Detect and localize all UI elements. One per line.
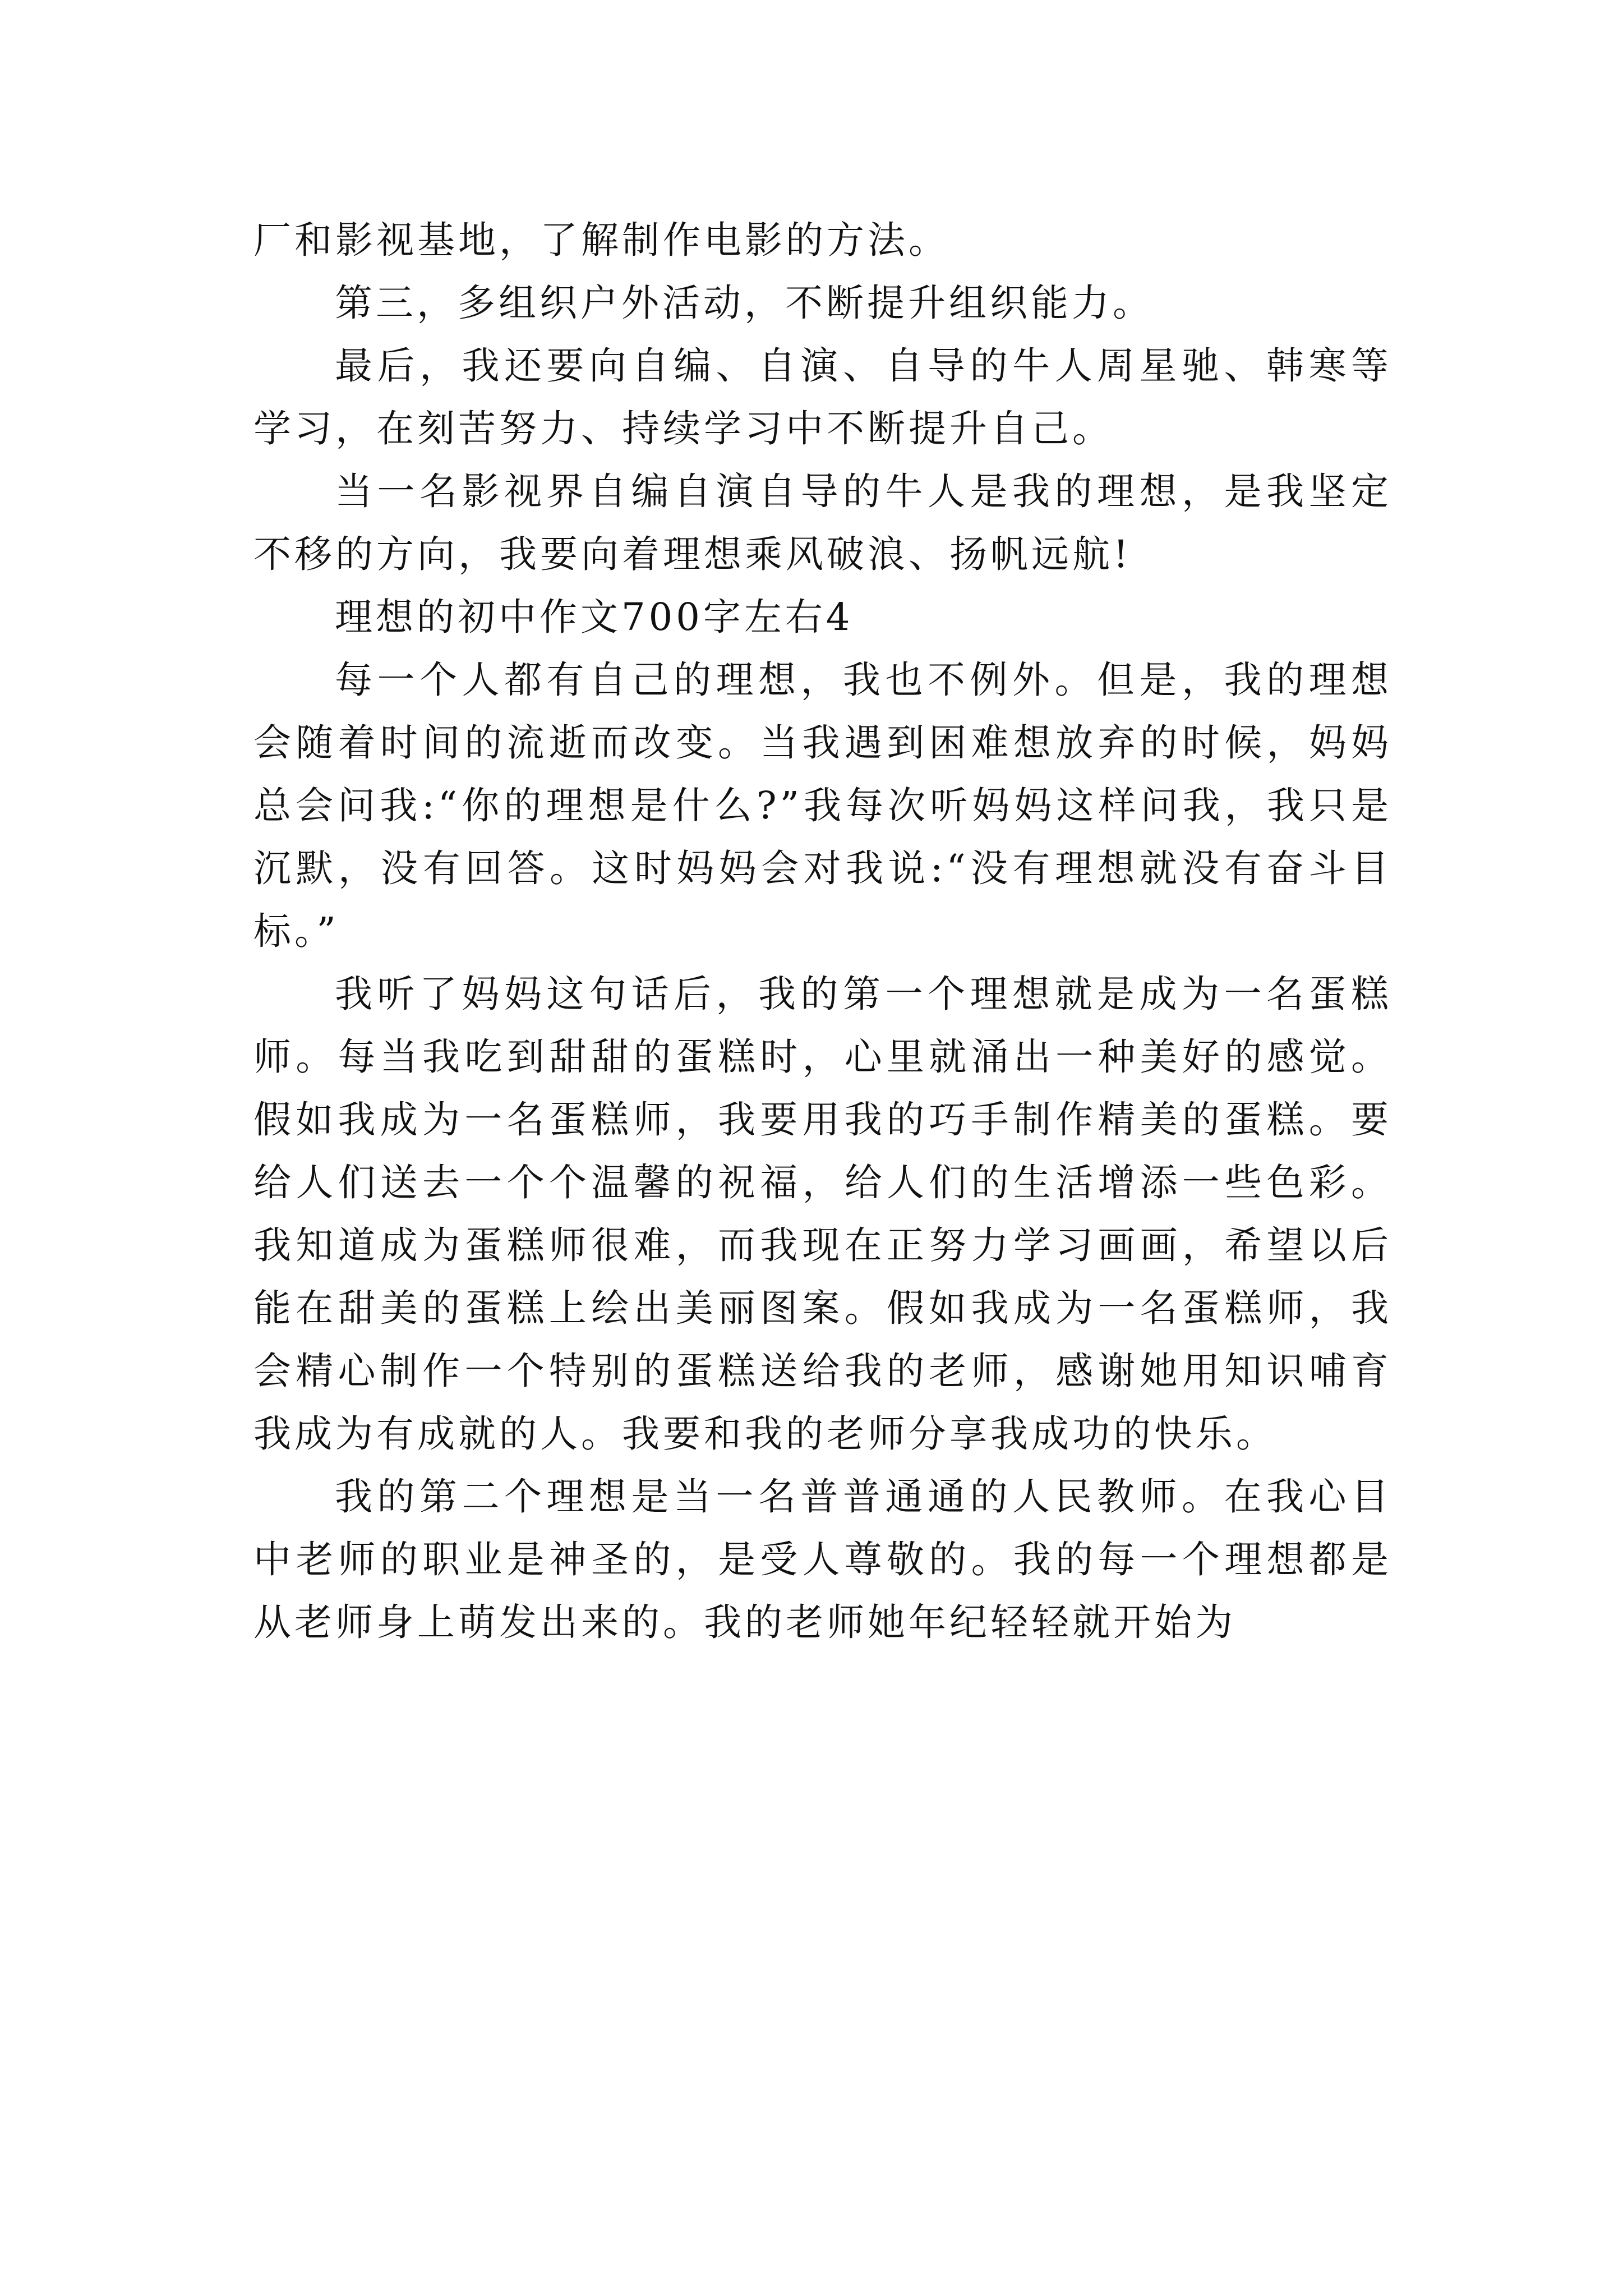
paragraph: 我听了妈妈这句话后，我的第一个理想就是成为一名蛋糕师。每当我吃到甜甜的蛋糕时，心里就涌出一种美好的感觉。假如我成为一名蛋糕师，我要用我的巧手制作精美的蛋糕。要给人们送去一个个温馨的祝福，给人们的生活增添一些色彩。我知道成为蛋糕师很难，而我现在正努力学习画画，希望以后能在甜美的蛋糕上绘出美丽图案。假如我成为一名蛋糕师，我会精心制作一个特别的蛋糕送给我的老师，感谢她用知识哺育我成为有成就的人。我要和我的老师分享我成功的快乐。 — [253, 972, 1392, 1456]
paragraph-continuation: 厂和影视基地，了解制作电影的方法。 — [253, 218, 949, 262]
document-body — [253, 209, 1392, 1654]
paragraph: 每一个人都有自己的理想，我也不例外。但是，我的理想会随着时间的流逝而改变。当我遇到困难想放弃的时候，妈妈总会问我:“你的理想是什么?”我每次听妈妈这样问我，我只是沉默，没有回答。这时妈妈会对我说:“没有理想就没有奋斗目标。” — [253, 658, 1392, 953]
paragraph: 我的第二个理想是当一名普普通通的人民教师。在我心目中老师的职业是神圣的，是受人尊敬的。我的每一个理想都是从老师身上萌发出来的。我的老师她年纪轻轻就开始为 — [253, 1475, 1392, 1644]
paragraph: 当一名影视界自编自演自导的牛人是我的理想，是我坚定不移的方向，我要向着理想乘风破浪、扬帆远航! — [253, 470, 1392, 576]
paragraph: 最后，我还要向自编、自演、自导的牛人周星驰、韩寒等学习，在刻苦努力、持续学习中不断提升自己。 — [253, 344, 1392, 450]
essay-heading: 理想的初中作文700字左右4 — [335, 595, 854, 639]
paragraph: 第三，多组织户外活动，不断提升组织能力。 — [335, 281, 1154, 325]
